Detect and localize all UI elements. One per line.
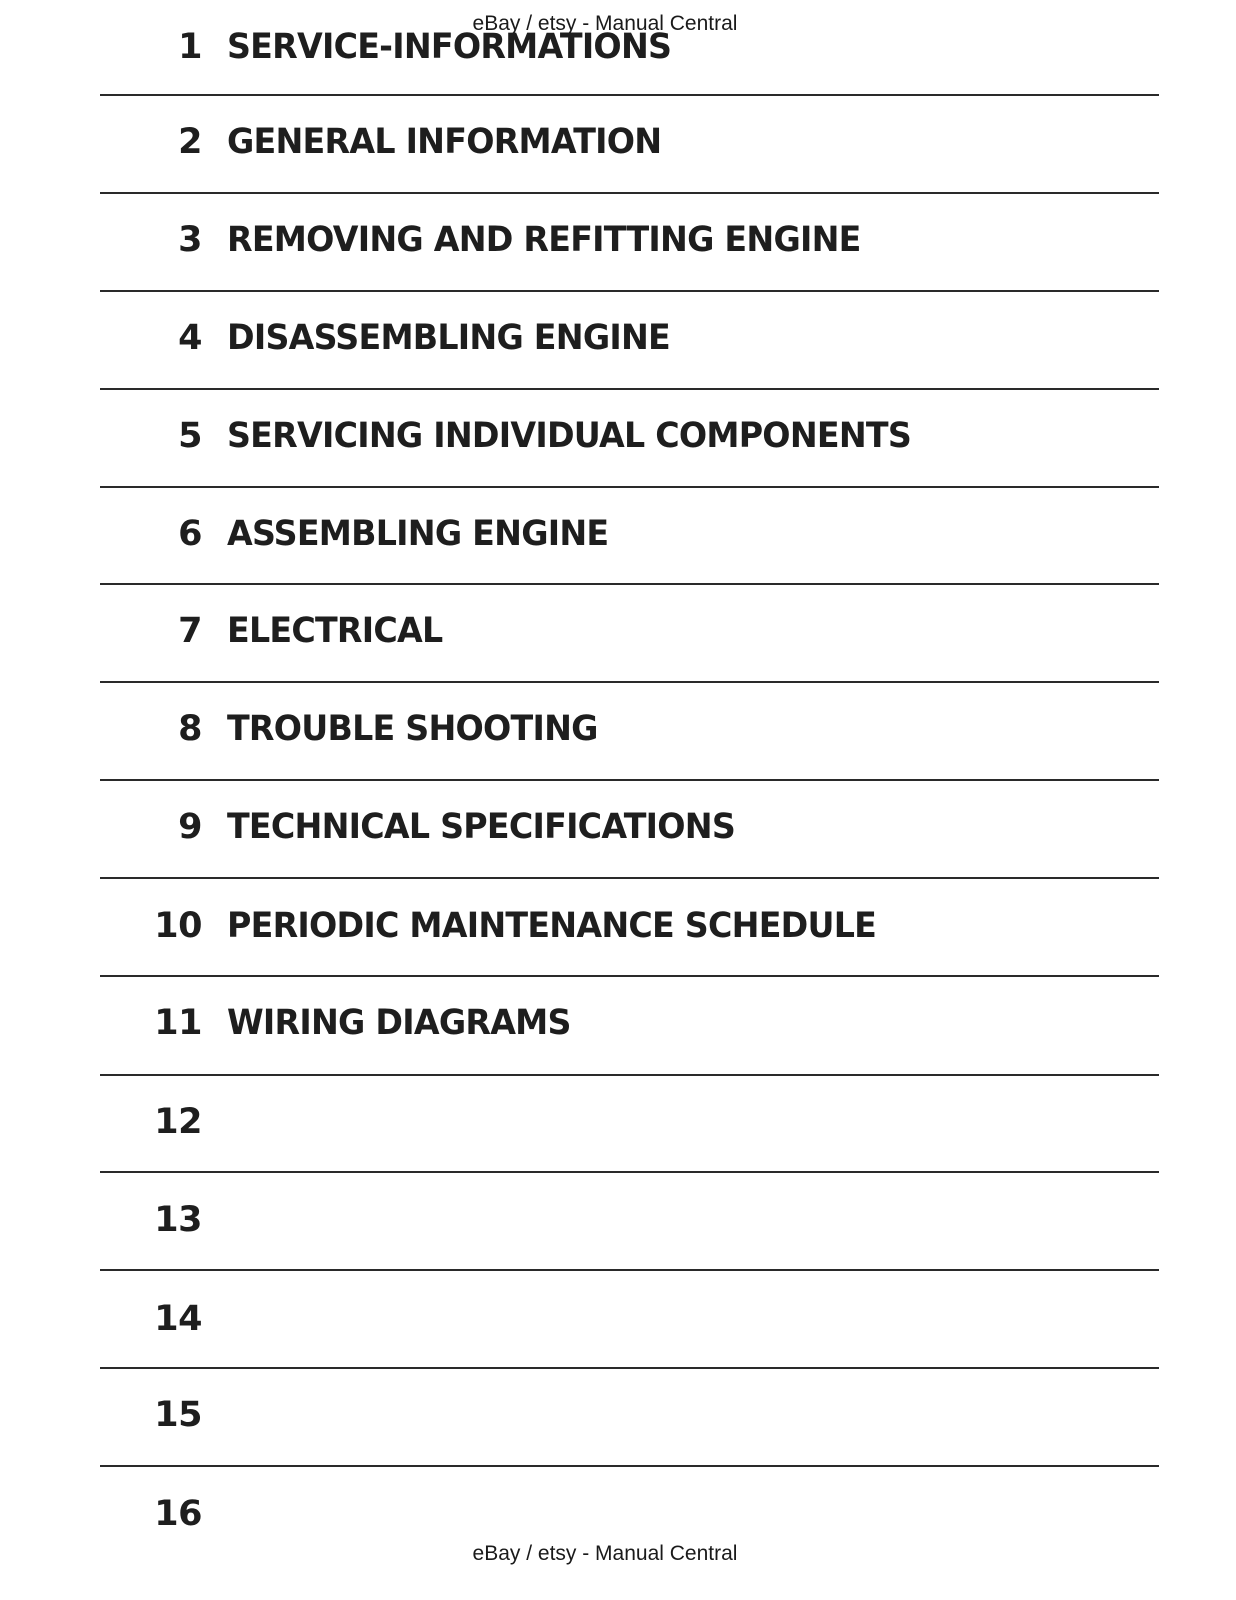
toc-entry-15[interactable] [0,1395,1236,1493]
chapter-number: 15 [154,1395,202,1435]
divider [100,388,1159,390]
toc-entry-4[interactable] [0,318,1236,416]
divider [100,583,1159,585]
watermark-top: eBay / etsy - Manual Central [472,12,738,35]
chapter-title: PERIODIC MAINTENANCE SCHEDULE [227,906,877,946]
chapter-title: SERVICE-INFORMATIONS [227,27,672,67]
chapter-number: 10 [154,906,202,946]
toc-entry-1[interactable] [0,27,1236,125]
divider [100,1171,1159,1173]
chapter-number: 13 [154,1200,202,1240]
chapter-number: 4 [178,318,202,358]
divider [100,94,1159,96]
divider [100,192,1159,194]
chapter-number: 12 [154,1102,202,1142]
toc-entry-3[interactable] [0,220,1236,318]
toc-entry-14[interactable] [0,1299,1236,1397]
toc-entry-12[interactable] [0,1102,1236,1200]
chapter-title: DISASSEMBLING ENGINE [227,318,670,358]
divider [100,1074,1159,1076]
toc-entry-9[interactable] [0,807,1236,905]
divider [100,290,1159,292]
chapter-number: 16 [154,1494,202,1534]
chapter-title: WIRING DIAGRAMS [227,1003,571,1043]
toc-entry-5[interactable] [0,416,1236,514]
divider [100,1269,1159,1271]
divider [100,486,1159,488]
toc-entry-6[interactable] [0,514,1236,612]
chapter-number: 14 [154,1299,202,1339]
toc-entry-8[interactable] [0,709,1236,807]
chapter-number: 5 [178,416,202,456]
chapter-title: SERVICING INDIVIDUAL COMPONENTS [227,416,912,456]
chapter-number: 2 [178,122,202,162]
chapter-number: 3 [178,220,202,260]
chapter-number: 11 [154,1003,202,1043]
chapter-title: TROUBLE SHOOTING [227,709,598,749]
chapter-title: TECHNICAL SPECIFICATIONS [227,807,736,847]
divider [100,779,1159,781]
chapter-number: 6 [178,514,202,554]
chapter-number: 9 [178,807,202,847]
divider [100,681,1159,683]
divider [100,1465,1159,1467]
chapter-title: ASSEMBLING ENGINE [227,514,609,554]
watermark-bottom: eBay / etsy - Manual Central [472,1542,738,1565]
toc-entry-7[interactable] [0,611,1236,709]
toc-entry-11[interactable] [0,1003,1236,1101]
chapter-number: 8 [178,709,202,749]
chapter-number: 7 [178,611,202,651]
chapter-number: 1 [178,27,202,67]
divider [100,975,1159,977]
divider [100,877,1159,879]
chapter-title: REMOVING AND REFITTING ENGINE [227,220,861,260]
divider [100,1367,1159,1369]
chapter-title: ELECTRICAL [227,611,443,651]
toc-entry-2[interactable] [0,122,1236,220]
toc-entry-10[interactable] [0,906,1236,1004]
toc-entry-13[interactable] [0,1200,1236,1298]
chapter-title: GENERAL INFORMATION [227,122,662,162]
